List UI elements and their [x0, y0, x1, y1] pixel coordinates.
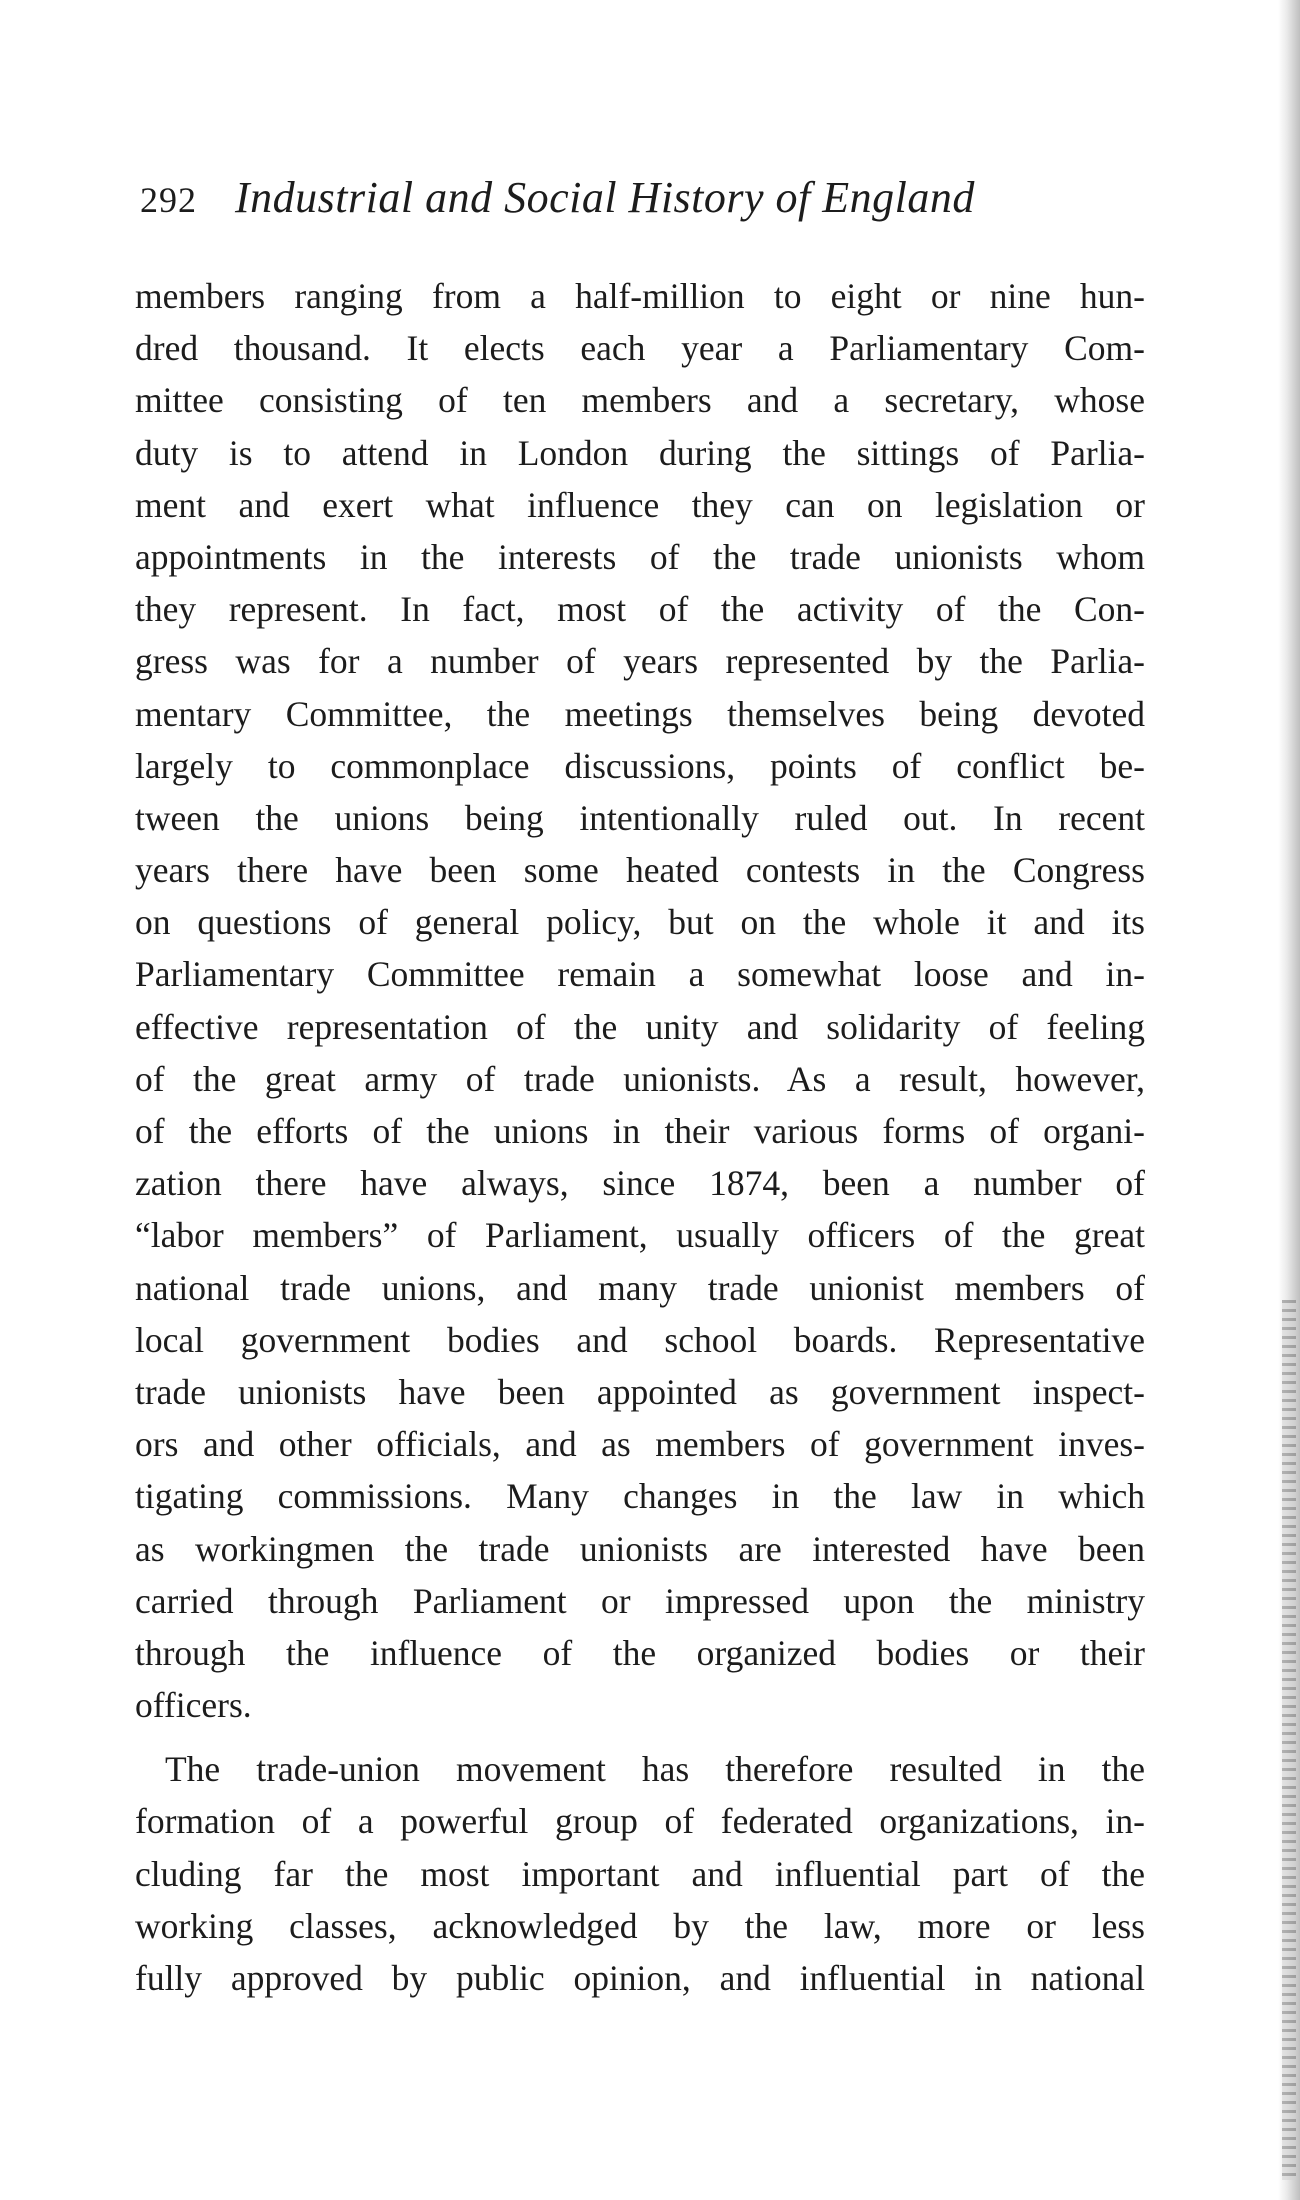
paragraph-2	[135, 1743, 1145, 2004]
text-line: tigating commissions. Many changes in the law in which	[135, 1476, 1145, 1517]
text-line: ors and other officials, and as members of government inves-	[135, 1424, 1145, 1465]
text-line: appointments in the interests of the trade unionists whom	[135, 536, 1145, 577]
text-line: through the influence of the organized bodies or their	[135, 1632, 1145, 1673]
text-line: zation there have always, since 1874, been a number of	[135, 1163, 1145, 1204]
text-line: duty is to attend in London during the sittings of Parlia-	[135, 432, 1145, 473]
paragraph-gap	[135, 1731, 1145, 1743]
text-line: mentary Committee, the meetings themselves being devoted	[135, 693, 1145, 734]
text-line: of the great army of trade unionists. As a result, however,	[135, 1058, 1145, 1099]
paragraph-1	[135, 270, 1145, 1731]
text-line: effective representation of the unity and solidarity of feeling	[135, 1006, 1145, 1047]
text-line: “labor members” of Parliament, usually officers of the great	[135, 1215, 1145, 1256]
page-edge-texture	[1282, 1300, 1296, 2180]
text-line: as workingmen the trade unionists are interested have been	[135, 1528, 1145, 1569]
body-text	[135, 270, 1145, 2004]
text-line: trade unionists have been appointed as government inspect-	[135, 1371, 1145, 1412]
text-line: The trade-union movement has therefore resulted in the	[165, 1749, 1145, 1790]
text-line: gress was for a number of years represented by the Parlia-	[135, 641, 1145, 682]
text-line: local government bodies and school boards. Representative	[135, 1319, 1145, 1360]
text-line: carried through Parliament or impressed upon the ministry	[135, 1580, 1145, 1621]
text-line: working classes, acknowledged by the law, more or less	[135, 1905, 1145, 1946]
text-line: ment and exert what influence they can on legislation or	[135, 484, 1145, 525]
text-line: fully approved by public opinion, and influential in national	[135, 1958, 1145, 1998]
text-line: they represent. In fact, most of the activity of the Con-	[135, 589, 1145, 630]
text-line: on questions of general policy, but on the whole it and its	[135, 902, 1145, 943]
text-line: tween the unions being intentionally ruled out. In recent	[135, 797, 1145, 838]
running-head	[140, 172, 1140, 232]
text-line: national trade unions, and many trade unionist members of	[135, 1267, 1145, 1308]
text-line: Parliamentary Committee remain a somewhat loose and in-	[135, 954, 1145, 995]
text-line: members ranging from a half-million to eight or nine hun-	[135, 276, 1145, 316]
page-number: 292	[140, 180, 197, 220]
text-line: officers.	[135, 1685, 252, 1726]
text-line: formation of a powerful group of federated organizations, in-	[135, 1801, 1145, 1842]
text-line: largely to commonplace discussions, points of conflict be-	[135, 745, 1145, 786]
text-line: years there have been some heated contests in the Congress	[135, 850, 1145, 891]
text-line: cluding far the most important and influential part of the	[135, 1853, 1145, 1894]
text-line: mittee consisting of ten members and a secretary, whose	[135, 380, 1145, 421]
running-title: Industrial and Social History of England	[235, 173, 975, 222]
text-line: dred thousand. It elects each year a Parliamentary Com-	[135, 328, 1145, 369]
text-line: of the efforts of the unions in their various forms of organi-	[135, 1111, 1145, 1151]
